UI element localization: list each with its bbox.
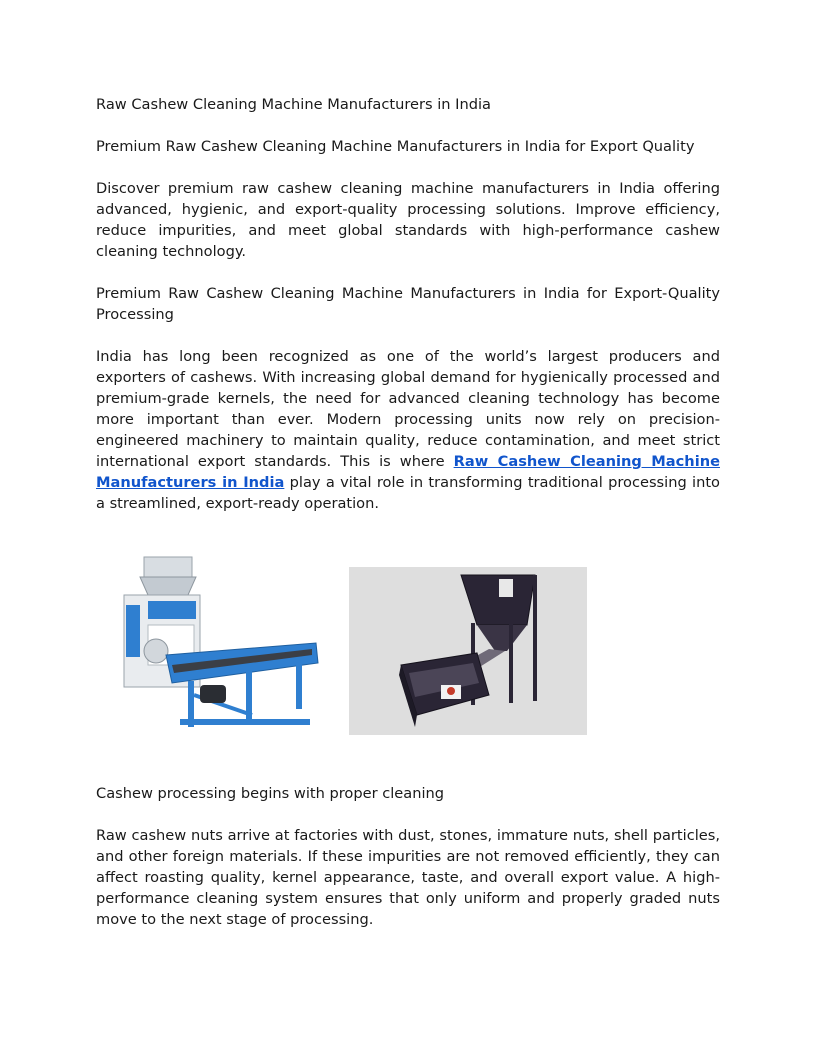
dark-cleaning-machine-image bbox=[349, 567, 587, 735]
machine-images bbox=[96, 535, 720, 769]
cleaning-paragraph: Raw cashew nuts arrive at factories with dust, stones, immature nuts, shell particles, and other foreign materials. If these impurities are not removed efficiently, they can affect roasting quality, kernel appearance, taste, and overall export value. A high-performance cleaning system ensures that only uniform and properly graded nuts move to the next stage of processing. bbox=[96, 827, 720, 928]
heading-cleaning: Cashew processing begins with proper cleaning bbox=[96, 785, 445, 802]
document-body bbox=[96, 94, 720, 930]
heading-export-quality: Premium Raw Cashew Cleaning Machine Manufacturers in India for Export Quality bbox=[96, 138, 695, 155]
blue-cleaning-machine-image bbox=[96, 535, 346, 761]
india-paragraph-text-b: play a vital role in transforming traditional processing into a streamlined, export-ready operation. bbox=[96, 474, 720, 512]
india-paragraph-text-a: India has long been recognized as one of the world’s largest producers and exporters of cashews. With increasing global demand for hygienically processed and premium-grade kernels, the need for advanced cleaning technology has become more important than ever. Modern processing units now rely on precision-engineered machinery to maintain quality, reduce contamination, and meet strict international export standards. This is where bbox=[96, 348, 720, 470]
india-paragraph bbox=[96, 346, 720, 514]
document-title: Raw Cashew Cleaning Machine Manufacturers in India bbox=[96, 96, 491, 113]
intro-paragraph: Discover premium raw cashew cleaning machine manufacturers in India offering advanced, hygienic, and export-quality processing solutions. Improve efficiency, reduce impurities, and meet global standards with high-performance cashew cleaning technology. bbox=[96, 180, 720, 260]
heading-export-quality-processing: Premium Raw Cashew Cleaning Machine Manufacturers in India for Export-Quality Processing bbox=[96, 285, 720, 323]
manufacturers-link[interactable]: Raw Cashew Cleaning Machine Manufacturers in India bbox=[96, 453, 720, 491]
